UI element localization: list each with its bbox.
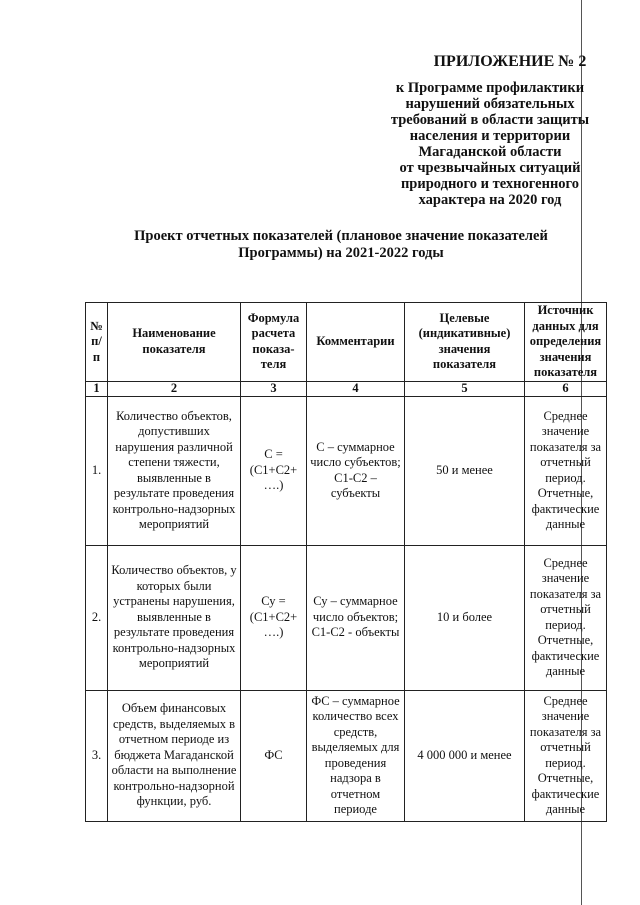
header-target: Целевые (индикативные) значения показателя (405, 303, 525, 382)
header-formula: Формула расчета показа-теля (241, 303, 307, 382)
appendix-line: требований в области защиты (390, 112, 590, 128)
appendix-line: нарушений обязательных (405, 96, 575, 112)
row-source: Среднее значение показателя за отчетный период. Отчетные, фактические данные (525, 396, 607, 545)
indicators-table (85, 302, 607, 822)
table-row (86, 396, 607, 545)
column-number: 5 (405, 381, 525, 396)
document-title (96, 228, 586, 262)
appendix-line: природного и техногенного (400, 176, 580, 192)
appendix-line: от чрезвычайных ситуаций (399, 160, 581, 176)
appendix-line: характера на 2020 год (418, 192, 562, 208)
header-number: № п/п (86, 303, 108, 382)
row-formula: Су = (С1+С2+ ….) (241, 545, 307, 690)
title-line: Программы) на 2021-2022 годы (238, 245, 444, 261)
row-target: 50 и менее (405, 396, 525, 545)
column-number: 3 (241, 381, 307, 396)
row-number: 1. (86, 396, 108, 545)
column-number: 4 (307, 381, 405, 396)
column-number: 6 (525, 381, 607, 396)
appendix-line: Магаданской области (418, 144, 562, 160)
row-comment: ФС – суммарное количество всех средств, выделяемых для проведения надзора в отчетном периоде (307, 690, 405, 821)
column-number-row (86, 381, 607, 396)
header-source: Источник данных для определения значения показателя (525, 303, 607, 382)
row-source: Среднее значение показателя за отчетный период. Отчетные, фактические данные (525, 690, 607, 821)
column-number: 2 (108, 381, 241, 396)
row-formula: С = (С1+С2+ ….) (241, 396, 307, 545)
header-comments: Комментарии (307, 303, 405, 382)
header-name: Наименование показателя (108, 303, 241, 382)
row-target: 4 000 000 и менее (405, 690, 525, 821)
table-row (86, 545, 607, 690)
row-number: 3. (86, 690, 108, 821)
table-row (86, 690, 607, 821)
column-number: 1 (86, 381, 108, 396)
appendix-number: ПРИЛОЖЕНИЕ № 2 (433, 53, 587, 70)
appendix-line: населения и территории (409, 128, 571, 144)
row-name: Количество объектов, у которых были устранены нарушения, выявленные в результате проведения контрольно-надзорных мероприятий (108, 545, 241, 690)
row-comment: Су – суммарное число объектов; С1-С2 - объекты (307, 545, 405, 690)
row-target: 10 и более (405, 545, 525, 690)
title-line: Проект отчетных показателей (плановое значение показателей (134, 228, 548, 244)
appendix-line: к Программе профилактики (395, 80, 585, 96)
row-comment: С – суммарное число субъектов; С1-С2 – субъекты (307, 396, 405, 545)
row-name: Объем финансовых средств, выделяемых в отчетном периоде из бюджета Магаданской области на выполнение контрольно-надзорной функции, руб. (108, 690, 241, 821)
row-number: 2. (86, 545, 108, 690)
row-source: Среднее значение показателя за отчетный период. Отчетные, фактические данные (525, 545, 607, 690)
appendix-header (360, 54, 620, 208)
table-header-row (86, 303, 607, 382)
row-formula: ФС (241, 690, 307, 821)
row-name: Количество объектов, допустивших нарушения различной степени тяжести, выявленные в результате проведения контрольно-надзорных мероприятий (108, 396, 241, 545)
